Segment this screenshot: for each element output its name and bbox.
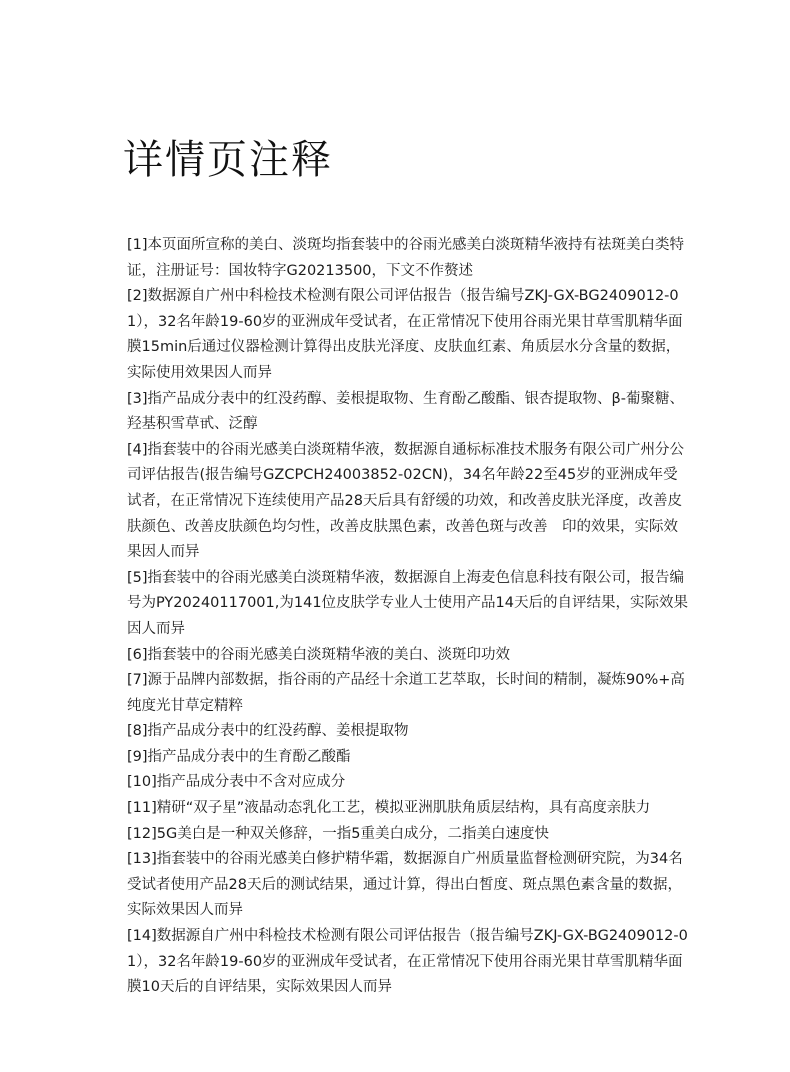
annotation-2: [2]数据源自广州中科检技术检测有限公司评估报告（报告编号ZKJ-GX-BG2409012-01），32名年龄19-60岁的亚洲成年受试者，在正常情况下使用谷雨光果甘草雪肌精华面膜15min后通过仪器检测计算得出皮肤光泽度、皮肤血红素、角质层水分含量的数据，实际使用效果因人而异 bbox=[127, 288, 683, 381]
annotation-6: [6]指套装中的谷雨光感美白淡斑精华液的美白、淡斑印功效 bbox=[127, 646, 511, 663]
annotation-7: [7]源于品牌内部数据，指谷雨的产品经十余道工艺萃取，长时间的精制，凝炼90%+高纯度光甘草定精粹 bbox=[127, 672, 685, 714]
annotation-3: [3]指产品成分表中的红没药醇、姜根提取物、生育酚乙酸酯、银杏提取物、β-葡聚糖、羟基积雪草甙、泛醇 bbox=[127, 390, 685, 433]
annotation-1: [1]本页面所宣称的美白、淡斑均指套装中的谷雨光感美白淡斑精华液持有祛斑美白类特证，注册证号：国妆特字G20213500，下文不作赘述 bbox=[127, 237, 685, 279]
page-title: 详情页注释 bbox=[123, 137, 333, 183]
annotation-11: [11]精研“双子星”液晶动态乳化工艺，模拟亚洲肌肤角质层结构，具有高度亲肤力 bbox=[127, 800, 651, 817]
annotation-13: [13]指套装中的谷雨光感美白修护精华霜，数据源自广州质量监督检测研究院，为34名受试者使用产品28天后的测试结果，通过计算，得出白皙度、斑点黑色素含量的数据，实际效果因人而异 bbox=[127, 851, 683, 919]
annotation-9: [9]指产品成分表中的生育酚乙酸酯 bbox=[127, 748, 351, 765]
annotation-14: [14]数据源自广州中科检技术检测有限公司评估报告（报告编号ZKJ-GX-BG2409012-01），32名年龄19-60岁的亚洲成年受试者，在正常情况下使用谷雨光果甘草雪肌精华面膜10天后的自评结果，实际效果因人而异 bbox=[127, 928, 688, 996]
annotation-4: [4]指套装中的谷雨光感美白淡斑精华液，数据源自通标标准技术服务有限公司广州分公司评估报告(报告编号GZCPCH24003852-02CN)，34名年龄22至45岁的亚洲成年受试者，在正常情况下连续使用产品28天后具有舒缓的功效，和改善皮肤光泽度，改善皮肤颜色、改善皮肤颜色均匀性，改善皮肤黑色素，改善色斑与改善 印的效果，实际效果因人而异 bbox=[127, 441, 685, 561]
annotation-12: [12]5G美白是一种双关修辞，一指5重美白成分，二指美白速度快 bbox=[127, 825, 549, 842]
annotation-5: [5]指套装中的谷雨光感美白淡斑精华液，数据源自上海麦色信息科技有限公司，报告编号为PY20240117001,为141位皮肤学专业人士使用产品14天后的自评结果，实际效果因人而异 bbox=[127, 569, 688, 637]
annotation-10: [10]指产品成分表中不含对应成分 bbox=[127, 774, 346, 791]
annotation-list bbox=[127, 233, 692, 1001]
annotation-8: [8]指产品成分表中的红没药醇、姜根提取物 bbox=[127, 723, 409, 740]
